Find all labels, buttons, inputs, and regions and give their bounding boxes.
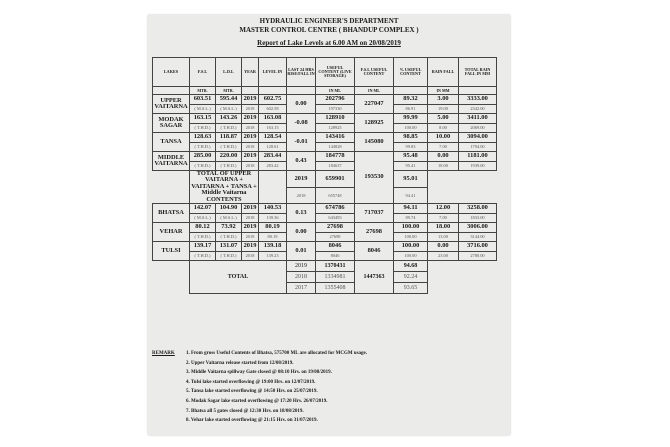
total-rain-value: 2069.00 [459,124,497,133]
level-value: 128.54 [259,133,287,143]
table-row [153,143,497,152]
pct-value: 94.68 [394,261,428,272]
pct-value: 93.65 [394,283,428,294]
report-title: Report of Lake Levels at 6.00 AM on 20/08/2019 [257,39,401,47]
pct-value: 99.83 [394,143,428,152]
ldl-value: 131.07 [216,242,242,252]
fsl-value: 128.63 [190,133,216,143]
pct-value: 100.00 [394,242,428,252]
table-row [153,252,497,261]
fsl-value: 80.12 [190,223,216,233]
rain-value: 12.00 [428,204,459,214]
rise-value: -0.08 [287,114,316,133]
fsl-value: 603.51 [190,95,216,105]
col-rise: LAST 24 HRS RISE/FALL IN [287,58,316,87]
level-value: 128.61 [259,143,287,152]
rain-value: 3.00 [428,95,459,105]
year-cell: 2019 [242,223,259,233]
lake-name: TANSA [153,133,190,152]
fsl-useful-value: 145080 [355,133,394,152]
ldl-datum: ( T.H.D.) [216,162,242,171]
table-row [153,124,497,133]
year-cell: 2019 [287,171,316,188]
year-cell: 2018 [287,272,316,283]
rise-value: -0.01 [287,133,316,152]
table-row [153,242,497,252]
pct-value: 89.32 [394,95,428,105]
subtotal-label: TOTAL OF UPPER VAITARNA + VAITARNA + TANSA + Middle Vaitarna CONTENTS [191,170,257,203]
rise-value: 0.00 [287,95,316,114]
header-row [153,58,497,87]
total-rain-value: 1833.00 [459,214,497,223]
total-rain-value: 3006.00 [459,223,497,233]
col-fsl-useful: F.S.L USEFUL CONTENT [355,58,394,87]
lake-name: MODAK SAGAR [153,114,190,133]
rain-value: 10.00 [428,133,459,143]
table-row [153,162,497,171]
remark-item: 8. Vehar lake started overflowing @ 21:15 Hrs. on 31/07/2019. [186,418,318,424]
rise-value: 0.13 [287,204,316,223]
rain-value: 7.00 [428,214,459,223]
level-value: 139.23 [259,252,287,261]
table-row [153,133,497,143]
year-cell: 2019 [242,204,259,214]
col-rain: RAIN FALL [428,58,459,87]
pct-value: 95.48 [394,152,428,162]
remark-item: 7. Bhatsa all 5 gates closed @ 12:30 Hrs. on 18/08/2019. [186,408,304,414]
level-value: 283.42 [259,162,287,171]
year-cell: 2018 [242,252,259,261]
level-value: 283.44 [259,152,287,162]
total-rain-value: 3094.00 [459,133,497,143]
total-rain-value: 3144.00 [459,233,497,242]
fsl-value: 285.00 [190,152,216,162]
remarks-title: REMARK [152,351,175,356]
remark-item: 6. Modak Sagar lake started overflowing @ 17:20 Hrs. 26/07/2019. [186,398,328,404]
ldl-datum: ( T.H.D.) [216,233,242,242]
fsl-useful-value: 193530 [355,152,394,204]
level-value: 163.08 [259,114,287,124]
level-value: 80.19 [259,233,287,242]
remark-item: 2. Upper Vaitarna release started from 12/08/2019. [186,360,294,366]
year-cell: 2018 [242,124,259,133]
lake-name: BHATSA [153,204,190,223]
lake-name: MIDDLE VAITARNA [153,152,190,171]
pct-value: 100.00 [394,124,428,133]
lake-name: UPPER VAITARNA [153,95,190,114]
year-cell: 2019 [242,114,259,124]
rain-value: 23.00 [428,252,459,261]
level-value: 80.19 [259,223,287,233]
useful-value: 128910 [316,114,355,124]
col-total-rain: TOTAL RAIN FALL IN MM [459,58,497,87]
total-rain-value: 2780.00 [459,252,497,261]
total-rain-value: 3716.00 [459,242,497,252]
unit-ldl: MTR. [216,87,242,95]
total-label: TOTAL [190,261,287,294]
ldl-value: 595.44 [216,95,242,105]
year-cell: 2018 [242,143,259,152]
level-value: 163.15 [259,124,287,133]
level-value: 139.36 [259,214,287,223]
fsl-datum: ( T.H.D.) [190,233,216,242]
rise-value: 0.00 [287,223,316,242]
useful-value: 128925 [316,124,355,133]
pct-value: 89.74 [394,214,428,223]
fsl-value: 163.15 [190,114,216,124]
col-pct: % USEFUL CONTENT [394,58,428,87]
fsl-datum: ( M.S.L.) [190,105,216,114]
col-useful: USEFUL CONTENT (LIVE STORAGE) [316,58,355,87]
fsl-datum: ( T.H.D.) [190,143,216,152]
useful-value: 8046 [316,252,355,261]
total-value: 1355408 [316,283,355,294]
ldl-datum: ( T.H.D.) [216,252,242,261]
total-rain-value: 1794.00 [459,143,497,152]
centre-title: MASTER CONTROL CENTRE ( BHANDUP COMPLEX ) [239,26,419,34]
col-ldl: L.D.L [216,58,242,87]
col-year: YEAR [242,58,259,87]
fsl-value: 142.07 [190,204,216,214]
pct-value: 100.00 [394,233,428,242]
year-cell: 2019 [242,242,259,252]
fsl-useful-value: 717037 [355,204,394,223]
unit-useful: IN ML [316,87,355,95]
table-row [153,223,497,233]
pct-value: 92.24 [394,272,428,283]
fsl-value: 139.17 [190,242,216,252]
total-row [153,261,497,272]
lake-name: TULSI [153,242,190,261]
col-fsl: F.S.L [190,58,216,87]
total-rain-value: 3411.00 [459,114,497,124]
fsl-datum: ( T.H.D.) [190,162,216,171]
year-cell: 2018 [242,162,259,171]
useful-value: 674786 [316,204,355,214]
unit-fsl-useful: IN ML [355,87,394,95]
unit-fsl: MTR. [190,87,216,95]
ldl-datum: ( M.S.L.) [216,214,242,223]
fsl-datum: ( T.H.D.) [190,124,216,133]
ldl-value: 118.87 [216,133,242,143]
rain-value: 5.00 [428,114,459,124]
rain-value: 13.00 [428,233,459,242]
ldl-value: 73.92 [216,223,242,233]
pct-value: 95.01 [394,171,428,188]
useful-value: 144828 [316,143,355,152]
year-cell: 2019 [287,261,316,272]
pct-value: 95.41 [394,162,428,171]
year-cell: 2019 [242,133,259,143]
level-value: 139.18 [259,242,287,252]
table-row [153,152,497,162]
pct-value: 100.00 [394,252,428,261]
useful-value: 184637 [316,162,355,171]
fsl-useful-value: 8046 [355,242,394,261]
remarks-list [186,351,367,428]
ldl-value: 220.00 [216,152,242,162]
total-rain-value: 3258.00 [459,204,497,214]
table-row [153,214,497,223]
pct-value: 94.11 [394,204,428,214]
total-value: 1370431 [316,261,355,272]
fsl-useful-value: 27698 [355,223,394,242]
useful-value: 8046 [316,242,355,252]
ldl-value: 143.26 [216,114,242,124]
ldl-datum: ( M.S.L.) [216,105,242,114]
remark-item: 4. Tulsi lake started overflowing @ 19:00 Hrs. on 12/07/2019. [186,379,316,385]
useful-value: 27698 [316,233,355,242]
rain-value: 0.00 [428,242,459,252]
level-value: 140.53 [259,204,287,214]
rain-value: 0.00 [428,152,459,162]
subtotal-row [153,171,497,188]
unit-row [153,87,497,95]
year-cell: 2018 [242,105,259,114]
total-value: 1334981 [316,272,355,283]
remark-item: 5. Tansa lake started overflowing @ 14:50 Hrs. on 25/07/2019. [186,389,318,395]
pct-value: 100.00 [394,223,428,233]
remark-item: 1. From gross Useful Contents of Bhatsa, 575700 ML are allocated for MCGM usage. [186,351,368,356]
unit-rain: IN MM [428,87,459,95]
rain-value: 18.00 [428,162,459,171]
pct-value: 94.41 [394,188,428,204]
year-cell: 2018 [287,188,316,204]
subtotal-value: 659901 [316,171,355,188]
year-cell: 2019 [242,95,259,105]
lake-levels-table [152,57,497,294]
useful-value: 643493 [316,214,355,223]
total-rain-value: 1939.00 [459,162,497,171]
rain-value: 7.00 [428,143,459,152]
pct-value: 98.85 [394,133,428,143]
pct-value: 99.99 [394,114,428,124]
fsl-useful-value: 227047 [355,95,394,114]
useful-value: 27698 [316,223,355,233]
total-rain-value: 2342.00 [459,105,497,114]
table-row [153,95,497,105]
year-cell: 2019 [242,152,259,162]
remark-item: 3. Middle Vaitarna spillway Gate closed @ 08:10 Hrs. on 19/08/2019. [186,370,332,376]
pct-value: 86.91 [394,105,428,114]
table-row [153,233,497,242]
ldl-value: 104.90 [216,204,242,214]
department-title: HYDRAULIC ENGINEER'S DEPARTMENT [259,17,399,25]
useful-value: 143416 [316,133,355,143]
ldl-datum: ( T.H.D.) [216,124,242,133]
fsl-useful-value: 128925 [355,114,394,133]
rise-value: 0.01 [287,242,316,261]
rise-value: 0.43 [287,152,316,171]
year-cell: 2018 [242,214,259,223]
fsl-datum: ( M.S.L.) [190,214,216,223]
year-cell: 2018 [242,233,259,242]
table-row [153,114,497,124]
rain-value: 19.00 [428,105,459,114]
total-fsl-useful: 1447363 [355,261,394,294]
report-sheet [148,15,510,435]
col-level: LEVEL IN [259,58,287,87]
year-cell: 2017 [287,283,316,294]
total-rain-value: 1181.00 [459,152,497,162]
rain-value: 18.00 [428,223,459,233]
col-lakes: LAKES [153,58,190,87]
level-value: 602.58 [259,105,287,114]
level-value: 602.75 [259,95,287,105]
ldl-datum: ( T.H.D.) [216,143,242,152]
lake-name: VEHAR [153,223,190,242]
useful-value: 184778 [316,152,355,162]
rain-value: 8.00 [428,124,459,133]
subtotal-value: 655748 [316,188,355,204]
table-row [153,105,497,114]
table-row [153,204,497,214]
useful-value: 202796 [316,95,355,105]
useful-value: 197330 [316,105,355,114]
fsl-datum: ( T.H.D.) [190,252,216,261]
total-rain-value: 3333.00 [459,95,497,105]
